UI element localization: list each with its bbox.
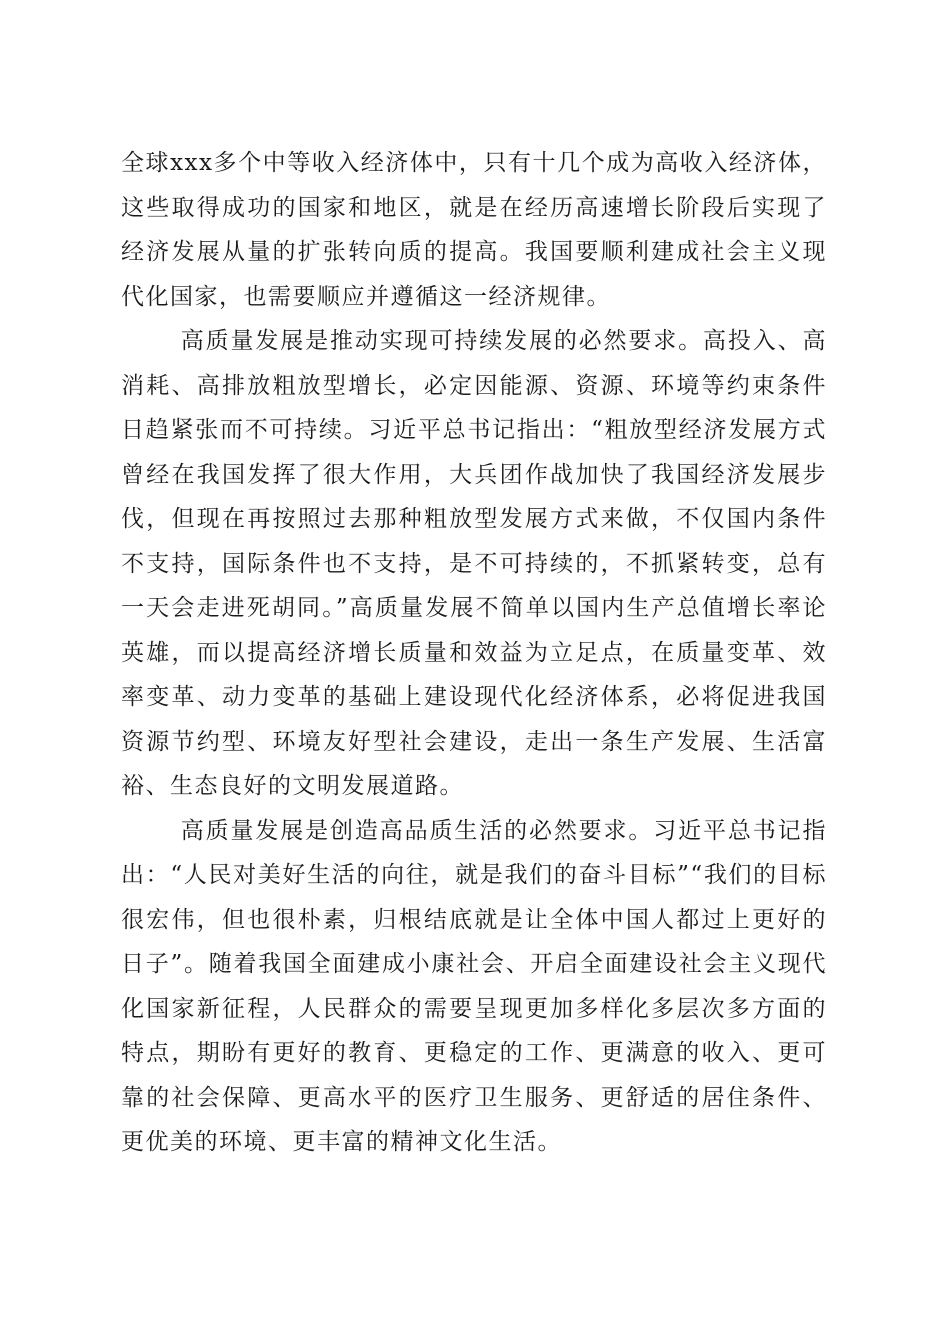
paragraph-3: 高质量发展是创造高品质生活的必然要求。习近平总书记指出：“人民对美好生活的向往，就是我们的奋斗目标”“我们的目标很宏伟，但也很朴素，归根结底就是让全体中国人都过上更好的日子”。随着我国全面建成小康社会、开启全面建设社会主义现代化国家新征程，人民群众的需要呈现更加多样化多层次多方面的特点，期盼有更好的教育、更稳定的工作、更满意的收入、更可靠的社会保障、更高水平的医疗卫生服务、更舒适的居住条件、更优美的环境、更丰富的精神文化生活。 [121,817,827,1155]
document-body [121,141,827,1165]
paragraph-2: 高质量发展是推动实现可持续发展的必然要求。高投入、高消耗、高排放粗放型增长，必定因能源、资源、环境等约束条件日趋紧张而不可持续。习近平总书记指出：“粗放型经济发展方式曾经在我国发挥了很大作用，大兵团作战加快了我国经济发展步伐，但现在再按照过去那种粗放型发展方式来做，不仅国内条件不支持，国际条件也不支持，是不可持续的，不抓紧转变，总有一天会走进死胡同。”高质量发展不简单以国内生产总值增长率论英雄，而以提高经济增长质量和效益为立足点，在质量变革、效率变革、动力变革的基础上建设现代化经济体系，必将促进我国资源节约型、环境友好型社会建设，走出一条生产发展、生活富裕、生态良好的文明发展道路。 [121,328,827,799]
paragraph-1: 全球xxx多个中等收入经济体中，只有十几个成为高收入经济体，这些取得成功的国家和地区，就是在经历高速增长阶段后实现了经济发展从量的扩张转向质的提高。我国要顺利建成社会主义现代化国家，也需要顺应并遵循这一经济规律。 [121,150,827,310]
